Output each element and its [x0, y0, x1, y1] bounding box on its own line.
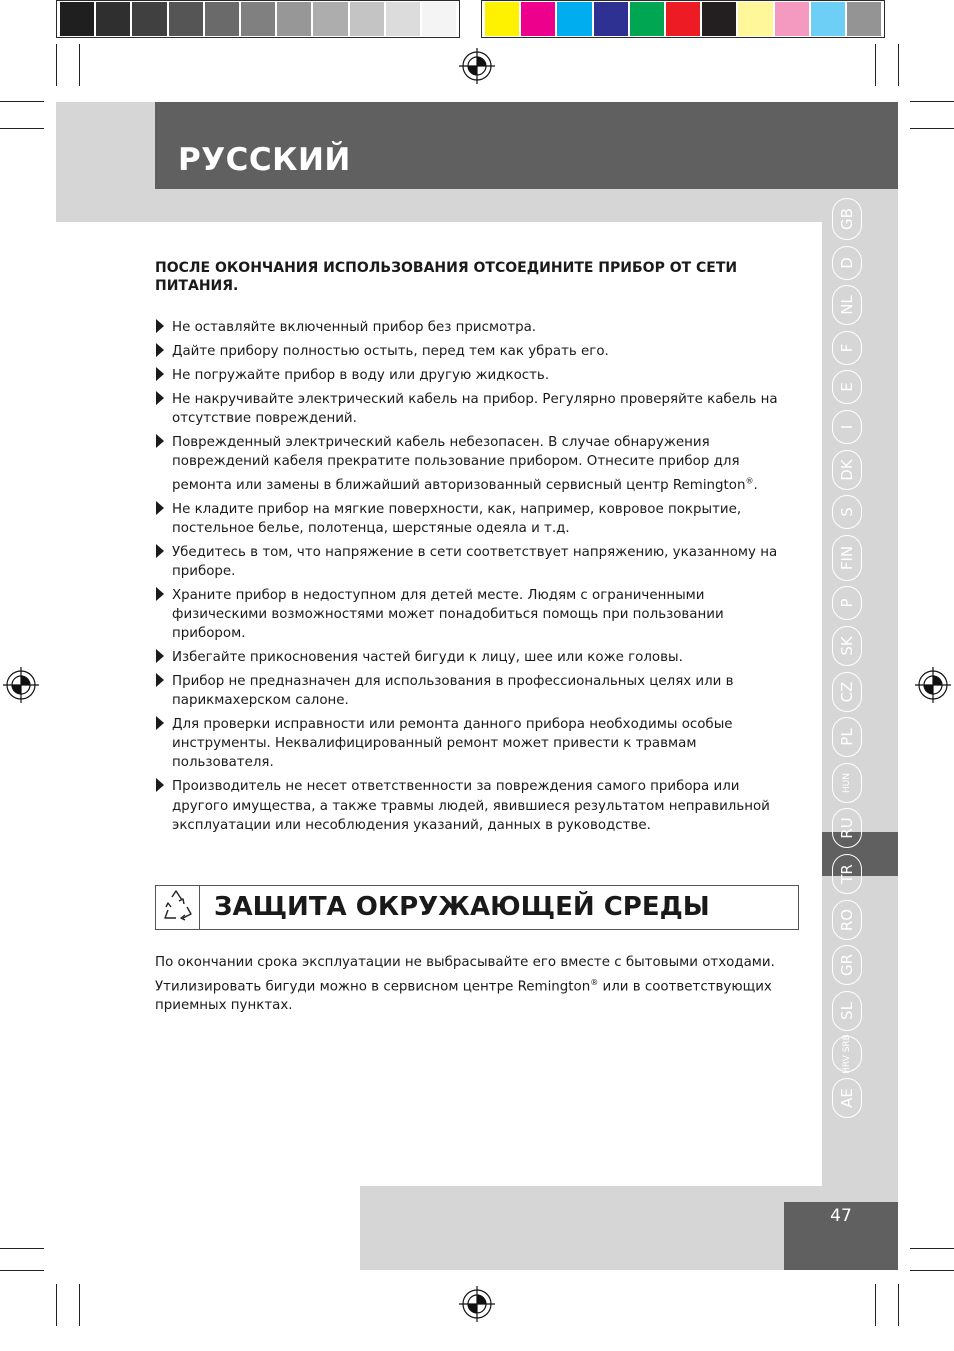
bullet-arrow-icon: [156, 319, 164, 333]
language-tab-f[interactable]: [832, 331, 862, 365]
list-item: [155, 543, 795, 581]
registration-mark-icon: [915, 667, 951, 703]
language-tab-ru[interactable]: [832, 808, 862, 848]
list-item-text: Поврежденный электрический кабель небезопасен. В случае обнаружения повреждений кабеля прекратите пользование прибором. Отнесите прибор для ремонта или замены в ближайший авторизованный сервисный центр Remington®.: [172, 434, 758, 493]
language-tab-label: GR: [838, 954, 856, 977]
environment-section-title: ЗАЩИТА ОКРУЖАЮЩЕЙ СРЕДЫ: [214, 892, 710, 922]
list-item-text: Храните прибор в недоступном для детей месте. Людям с ограниченными физическими возможностями может понадобиться помощь при пользовании прибором.: [172, 587, 724, 642]
bullet-arrow-icon: [156, 716, 164, 730]
language-tab-label: SK: [838, 636, 856, 656]
language-tab-hun[interactable]: [832, 763, 862, 803]
bullet-arrow-icon: [156, 587, 164, 601]
language-tab-label: E: [838, 382, 856, 393]
language-tab-ae[interactable]: [832, 1078, 862, 1118]
list-item: [155, 672, 795, 710]
registration-mark-icon: [3, 667, 39, 703]
language-tab-i[interactable]: [832, 410, 862, 444]
language-tab-s[interactable]: [832, 495, 862, 529]
language-tab-d[interactable]: [832, 246, 862, 280]
language-tab-e[interactable]: [832, 370, 862, 404]
bullet-arrow-icon: [156, 391, 164, 405]
safety-instructions-list: [155, 318, 795, 840]
page-title: РУССКИЙ: [178, 142, 351, 178]
list-item: [155, 500, 795, 538]
language-tab-label: D: [838, 256, 856, 269]
recycle-icon: [155, 885, 199, 929]
list-item: [155, 715, 795, 773]
language-tab-label: P: [838, 598, 856, 608]
bullet-arrow-icon: [156, 544, 164, 558]
list-item-text: Избегайте прикосновения частей бигуди к лицу, шее или коже головы.: [172, 650, 683, 666]
language-tab-label: FIN: [838, 545, 856, 570]
language-tab-cz[interactable]: [832, 672, 862, 712]
registration-mark-icon: [459, 48, 495, 84]
bullet-arrow-icon: [156, 501, 164, 515]
bullet-arrow-icon: [156, 367, 164, 381]
list-item-text: Не кладите прибор на мягкие поверхности, как, например, ковровое покрытие, постельное белье, полотенца, шерстяные одеяла и т.д.: [172, 501, 742, 536]
list-item-text: Убедитесь в том, что напряжение в сети соответствует напряжению, указанному на приборе.: [172, 544, 778, 579]
page-number: 47: [830, 1206, 852, 1226]
bullet-arrow-icon: [156, 434, 164, 448]
language-tab-label: PL: [838, 728, 856, 746]
language-tab-gb[interactable]: [832, 198, 862, 240]
language-tab-ro[interactable]: [832, 900, 862, 940]
environment-paragraph: По окончании срока эксплуатации не выбрасывайте его вместе с бытовыми отходами. Утилизировать бигуди можно в сервисном центре Remington® или в соответствующих приемных пунктах.: [155, 955, 775, 1014]
language-tab-nl[interactable]: [832, 285, 862, 325]
list-item: [155, 586, 795, 644]
language-tab-label: RU: [838, 817, 856, 840]
language-tab-pl[interactable]: [832, 717, 862, 757]
language-tab-tr[interactable]: [832, 854, 862, 894]
language-tab-label: CZ: [838, 681, 856, 702]
language-tab-gr[interactable]: [832, 945, 862, 985]
list-item-text: Не накручивайте электрический кабель на прибор. Регулярно проверяйте кабель на отсутствие повреждений.: [172, 391, 778, 426]
list-item: [155, 342, 795, 361]
list-item-text: Дайте прибору полностью остыть, перед тем как убрать его.: [172, 343, 609, 359]
language-tab-label: AE: [838, 1088, 856, 1108]
language-tab-sl[interactable]: [832, 991, 862, 1031]
list-item: [155, 390, 795, 428]
list-item: [155, 433, 795, 495]
list-item: [155, 366, 795, 385]
warning-heading: ПОСЛЕ ОКОНЧАНИЯ ИСПОЛЬЗОВАНИЯ ОТСОЕДИНИТЕ ПРИБОР ОТ СЕТИ ПИТАНИЯ.: [155, 260, 738, 294]
language-tab-label: GB: [838, 208, 856, 230]
language-tab-label: HRV SRB: [842, 1034, 852, 1075]
language-tab-label: I: [838, 424, 856, 430]
language-tab-label: DK: [838, 458, 856, 481]
list-item-text: Для проверки исправности или ремонта данного прибора необходимы особые инструменты. Неквалифицированный ремонт может привести к травмам пользователя.: [172, 717, 733, 771]
language-tab-sk[interactable]: [832, 626, 862, 666]
registration-mark-icon: [459, 1286, 495, 1322]
language-tab-label: RO: [838, 908, 856, 931]
language-tab-hrv-srb[interactable]: [832, 1034, 862, 1075]
list-item: [155, 777, 795, 835]
language-tab-label: F: [838, 343, 856, 353]
language-tab-label: NL: [838, 295, 856, 315]
language-tab-label: HUN: [842, 772, 852, 793]
list-item-text: Прибор не предназначен для использования в профессиональных целях или в парикмахерском салоне.: [172, 673, 734, 709]
list-item-text: Не погружайте прибор в воду или другую жидкость.: [172, 367, 550, 383]
language-tab-label: SL: [838, 1001, 856, 1020]
bullet-arrow-icon: [156, 343, 164, 357]
bullet-arrow-icon: [156, 778, 164, 792]
list-item-text: Не оставляйте включенный прибор без присмотра.: [172, 320, 537, 335]
language-tab-fin[interactable]: [832, 535, 862, 581]
language-tab-label: S: [838, 507, 856, 517]
list-item: [155, 318, 795, 337]
list-item-text: Производитель не несет ответственности за повреждения самого прибора или другого имущества, а также травмы людей, явившиеся результатом неправильной эксплуатации или несоблюдения указаний, данных в руководстве.: [172, 779, 770, 833]
recycle-icon-box: [155, 885, 200, 930]
language-tab-dk[interactable]: [832, 450, 862, 490]
language-tab-label: TR: [838, 864, 856, 884]
language-tab-p[interactable]: [832, 586, 862, 620]
bullet-arrow-icon: [156, 673, 164, 687]
bullet-arrow-icon: [156, 649, 164, 663]
list-item: [155, 648, 795, 667]
